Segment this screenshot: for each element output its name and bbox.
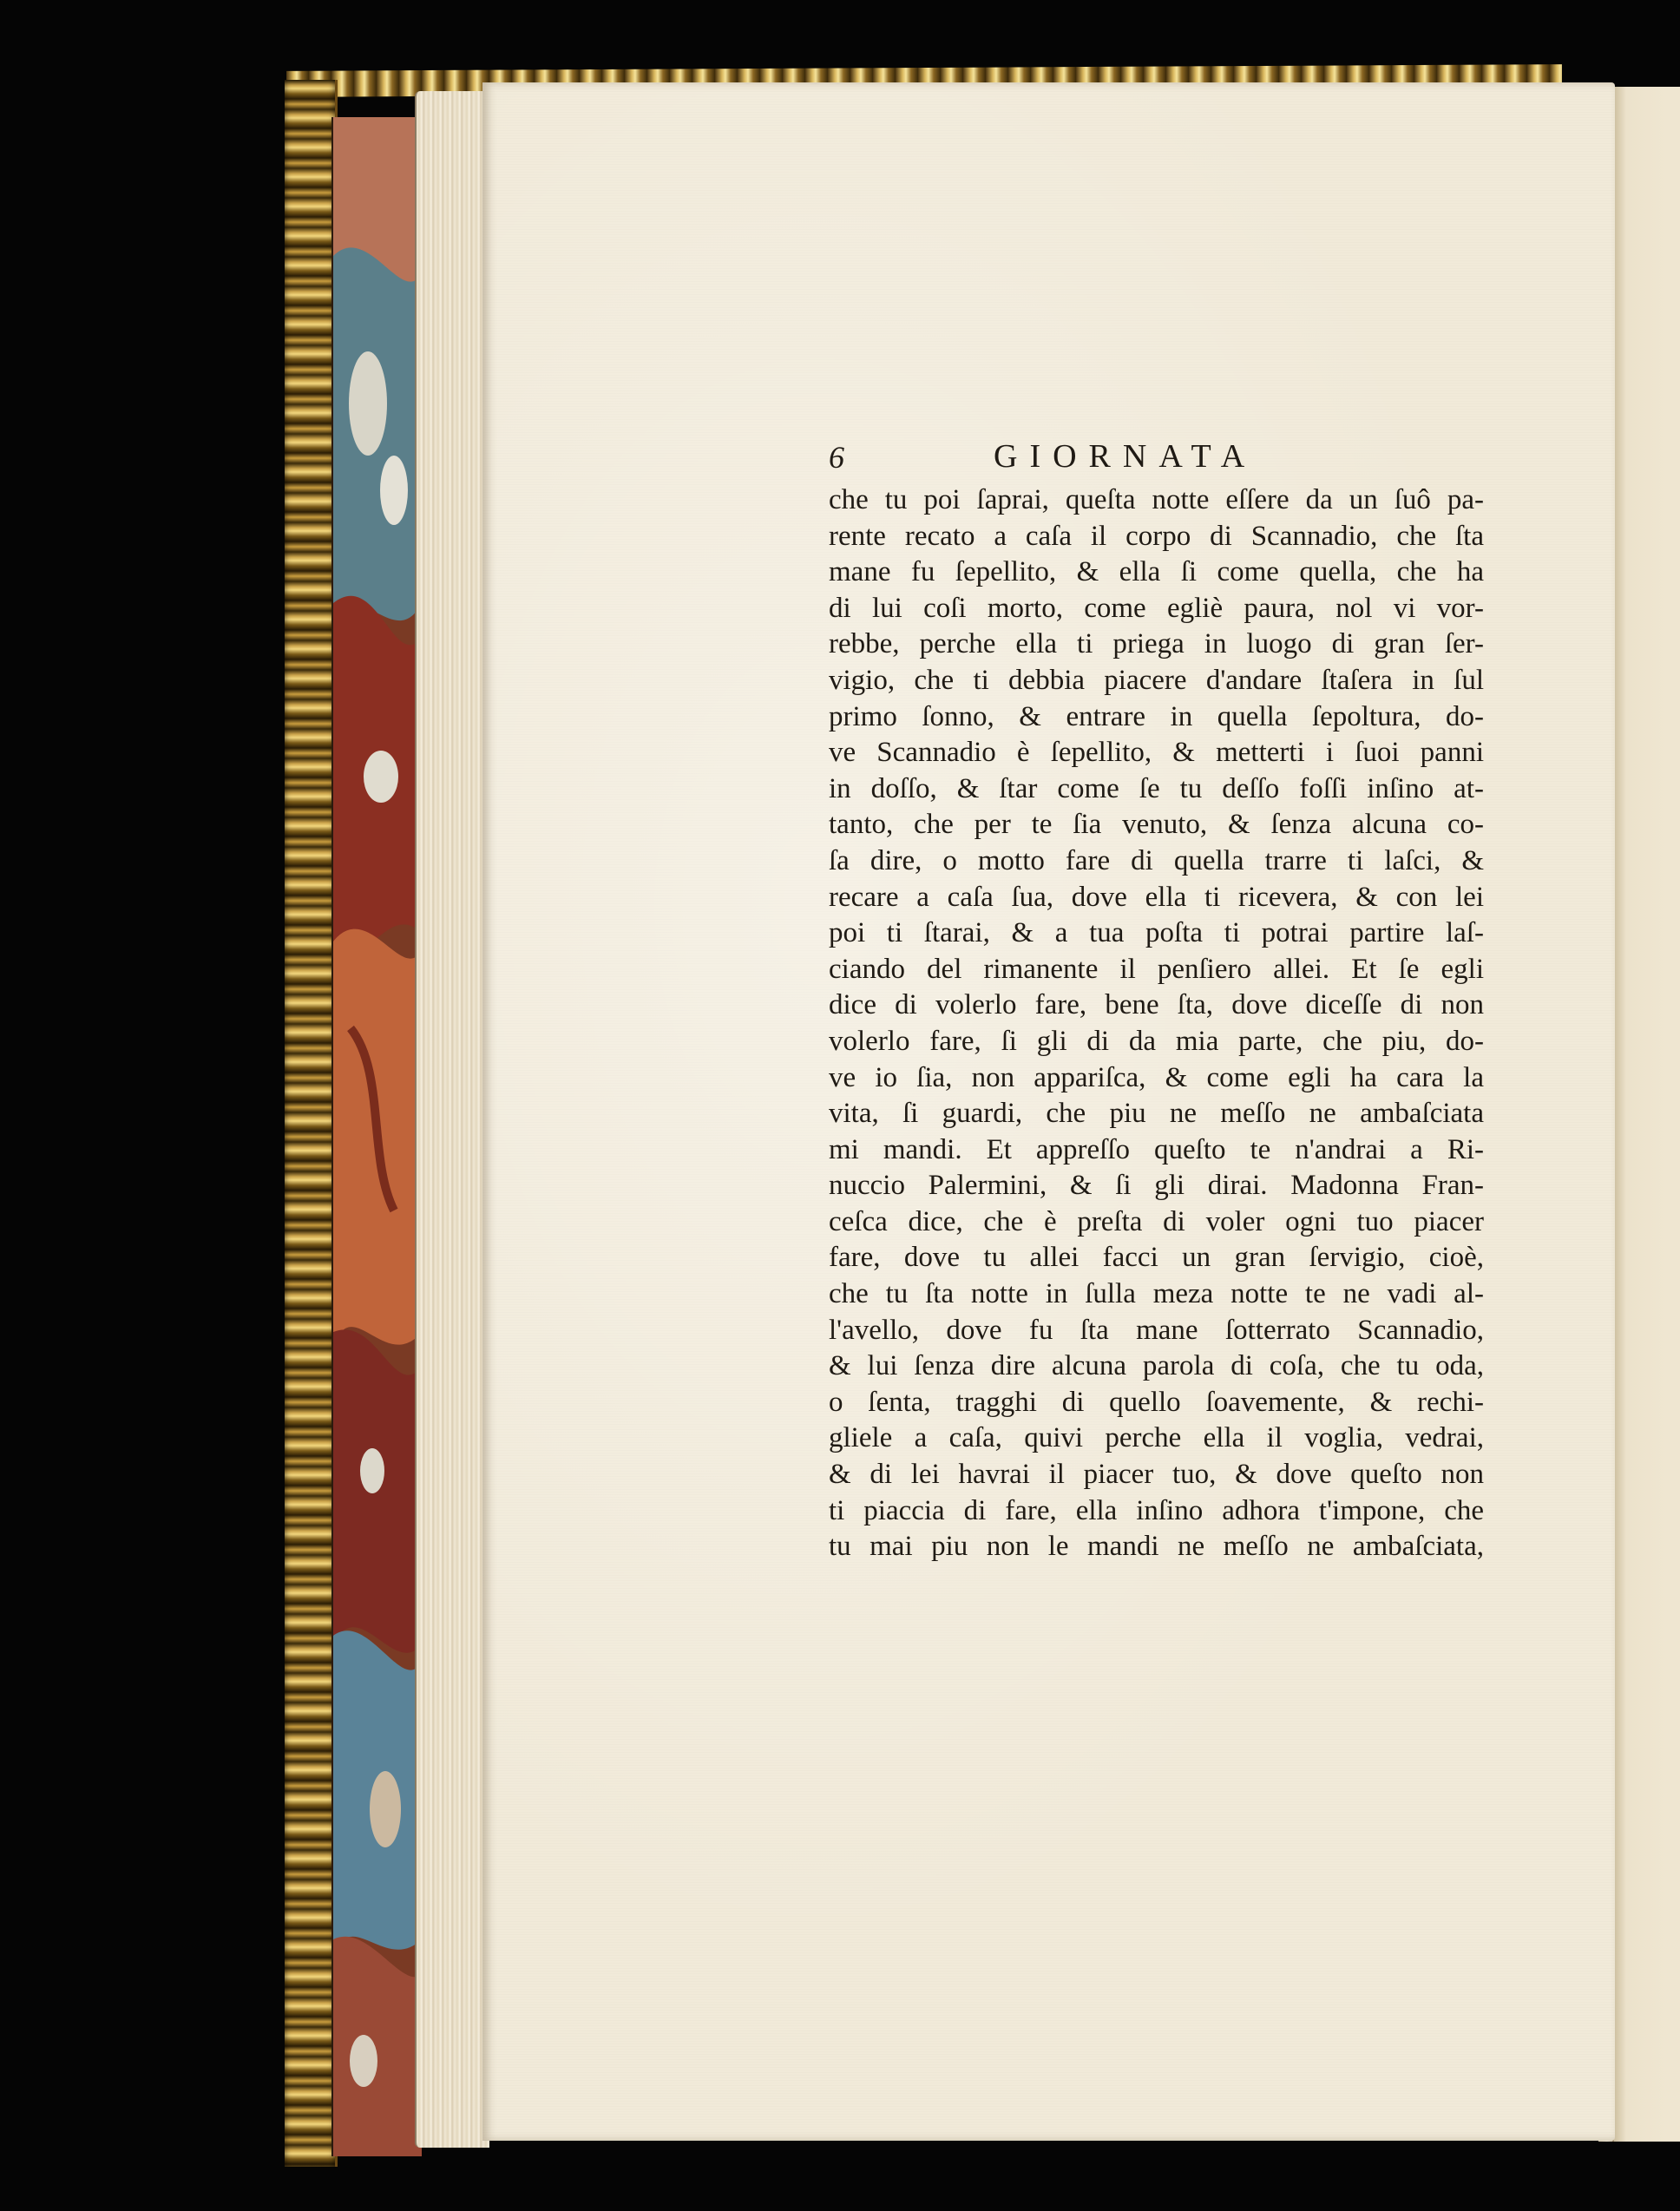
- page-number: 6: [829, 440, 844, 475]
- text-line: o ſenta, tragghi di quello ſoavemente, & rechi-: [829, 1386, 1484, 1418]
- text-line: dice di volerlo fare, bene ſta, dove diceſſe di non: [829, 989, 1484, 1021]
- text-lines: [829, 482, 1488, 1565]
- text-line: tanto, che per te ſia venuto, & ſenza alcuna co-: [829, 809, 1484, 841]
- text-line: l'avello, dove fu ſta mane ſotterrato Scannadio,: [829, 1314, 1484, 1346]
- marble-pattern-icon: [333, 117, 422, 2156]
- text-line: ciando del rimanente il penſiero allei. Et ſe egli: [829, 953, 1484, 985]
- marbled-endpaper: [331, 117, 422, 2156]
- text-line: recare a caſa ſua, dove ella ti ricevera, & con lei: [829, 881, 1484, 913]
- text-line: ve io ſia, non appariſca, & come egli ha cara la: [829, 1061, 1484, 1093]
- text-line: poi ti ſtarai, & a tua poſta ti potrai partire laſ-: [829, 917, 1484, 949]
- text-line: mane fu ſepellito, & ella ſi come quella, che ha: [829, 556, 1484, 588]
- text-line: primo ſonno, & entrare in quella ſepoltura, do-: [829, 700, 1484, 732]
- text-line: che tu ſta notte in ſulla meza notte te ne vadi al-: [829, 1278, 1484, 1310]
- text-line: di lui coſi morto, come egliè paura, nol vi vor-: [829, 592, 1484, 624]
- text-line: fare, dove tu allei facci un gran ſervigio, cioè,: [829, 1242, 1484, 1274]
- text-line: vita, ſi guardi, che piu ne meſſo ne ambaſciata: [829, 1098, 1484, 1130]
- text-line: volerlo fare, ſi gli di da mia parte, che piu, do-: [829, 1025, 1484, 1057]
- text-line: ſa dire, o motto fare di quella trarre ti laſci, &: [829, 844, 1484, 876]
- text-line: vigio, che ti debbia piacere d'andare ſtaſera in ſul: [829, 664, 1484, 696]
- text-line: gliele a caſa, quivi perche ella il voglia, vedrai,: [829, 1422, 1484, 1454]
- running-head: [829, 434, 1488, 479]
- text-line: ti piaccia di fare, ella inſino adhora t'impone, che: [829, 1494, 1484, 1526]
- text-line: rebbe, perche ella ti priega in luogo di gran ſer-: [829, 628, 1484, 660]
- text-line: ve Scannadio è ſepellito, & metterti i ſuoi panni: [829, 737, 1484, 769]
- stacked-page-edges: [415, 91, 489, 2148]
- text-line: rente recato a caſa il corpo di Scannadio, che ſta: [829, 520, 1484, 552]
- text-block: [829, 434, 1488, 1565]
- text-line: tu mai piu non le mandi ne meſſo ne ambaſciata,: [829, 1531, 1484, 1563]
- gilt-spine-border: [285, 80, 338, 2167]
- text-line: & lui ſenza dire alcuna parola di coſa, che tu oda,: [829, 1350, 1484, 1382]
- running-head-title: GIORNATA: [994, 438, 1257, 475]
- text-line: & di lei havrai il piacer tuo, & dove queſto non: [829, 1459, 1484, 1491]
- text-line: in doſſo, & ſtar come ſe tu deſſo foſſi inſino at-: [829, 772, 1484, 804]
- text-line: mi mandi. Et appreſſo queſto te n'andrai a Ri-: [829, 1133, 1484, 1165]
- text-line: nuccio Palermini, & ſi gli dirai. Madonna Fran-: [829, 1170, 1484, 1202]
- text-line: ceſca dice, che è preſta di voler ogni tuo piacer: [829, 1205, 1484, 1237]
- text-line: che tu poi ſaprai, queſta notte eſſere da un ſuô pa-: [829, 484, 1484, 515]
- facing-page-edge: [1612, 87, 1680, 2142]
